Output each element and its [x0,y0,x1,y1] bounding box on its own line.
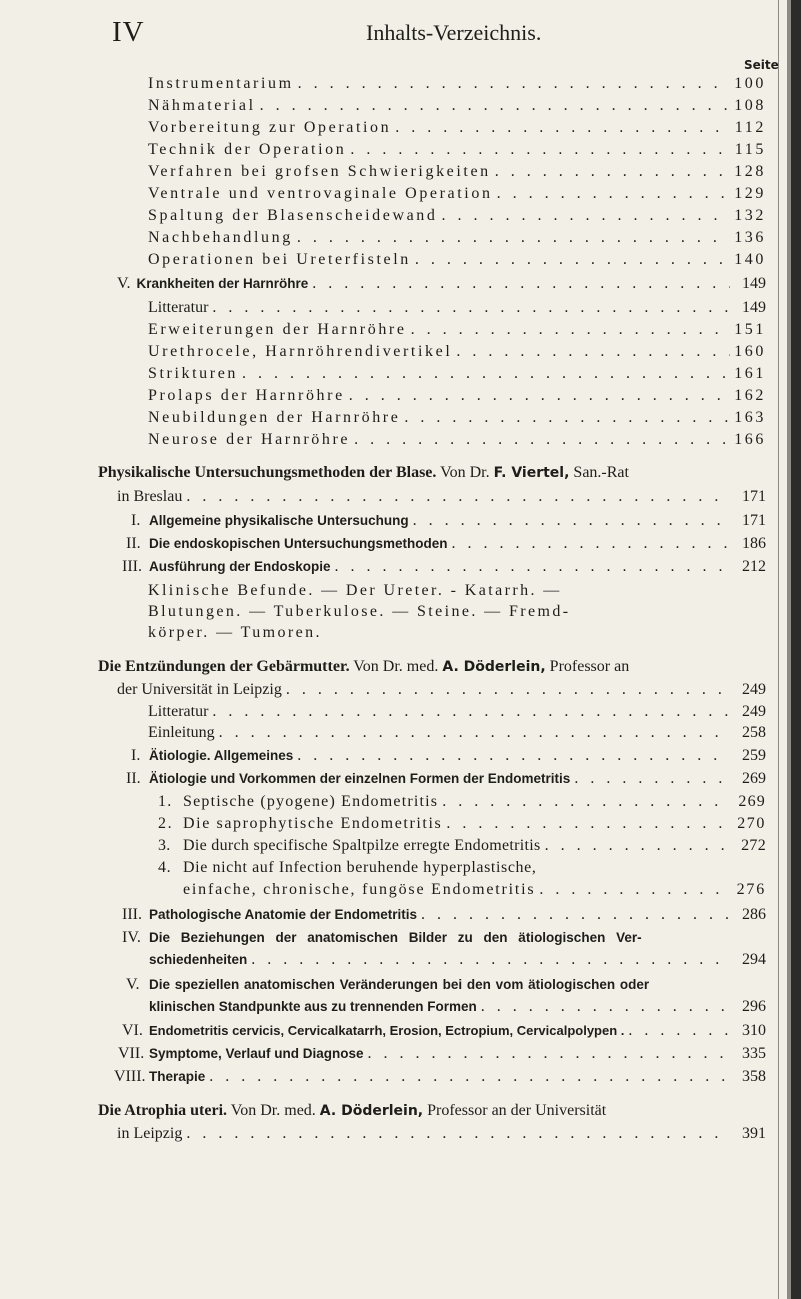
subtext-line: Klinische Befunde. — Der Ureter. - Katarrh. — [148,582,562,599]
toc-section: V. Die speziellen anatomischen Veränderungen bei den vom ätiologischen oder [126,976,650,993]
toc-section: VI. Endometritis cervicis, Cervicalkatarrh, Erosion, Ectropium, Cervicalpolypen . . . . 310 [122,1021,766,1041]
chapter-heading: Physikalische Untersuchungsmethoden der Blase. Von Dr. F. Viertel, San.-Rat [98,464,629,481]
toc-entry: Nähmaterial . . . 108 [148,96,766,116]
seite-label: Seite [744,58,779,72]
toc-entry: in Breslau . . . 171 [117,487,766,507]
toc-entry: Spaltung der Blasenscheidewand . . . 132 [148,206,766,226]
page-title: Inhalts-Verzeichnis. [366,20,542,45]
toc-subentry: 4. Die nicht auf Infection beruhende hyperplastische, [158,859,537,876]
subtext-line: körper. — Tumoren. [148,624,322,641]
toc-entry: Einleitung . . . 258 [148,723,766,743]
toc-entry: der Universität in Leipzig . . . 249 [117,680,766,700]
toc-entry: Litteratur . . . 149 [148,298,766,318]
toc-section-cont: schiedenheiten . . . 294 [149,950,766,970]
toc-subentry: 1. Septische (pyogene) Endometritis . . . 269 [158,792,766,812]
toc-entry: Strikturen . . . 161 [148,364,766,384]
toc-section: III. Pathologische Anatomie der Endometritis . . . 286 [122,905,766,925]
toc-entry: Verfahren bei grofsen Schwierigkeiten . . . 128 [148,162,766,182]
toc-section: II. Die endoskopischen Untersuchungsmethoden . . . 186 [126,534,766,554]
page-edge [791,0,801,1299]
toc-section-cont: klinischen Standpunkte aus zu trennenden Formen . . . 296 [149,997,766,1017]
chapter-heading: Die Atrophia uteri. Von Dr. med. A. Döderlein, Professor an der Universität [98,1102,607,1119]
toc-entry: Prolaps der Harnröhre . . . 162 [148,386,766,406]
toc-entry: Erweiterungen der Harnröhre . . . 151 [148,320,766,340]
toc-entry: Instrumentarium . . . 100 [148,74,766,94]
toc-section: V. Krankheiten der Harnröhre . . . 149 [117,274,766,294]
page-edge-line [778,0,779,1299]
toc-subentry-cont: einfache, chronische, fungöse Endometritis . . . 276 [183,880,766,900]
toc-section: VIII. Therapie . . . 358 [114,1067,766,1087]
toc-subentry: 3. Die durch specifische Spaltpilze erregte Endometritis . . . 272 [158,836,766,856]
toc-section: III. Ausführung der Endoskopie . . . 212 [122,557,766,577]
toc-entry: Urethrocele, Harnröhrendivertikel . . . 160 [148,342,766,362]
toc-section: VII. Symptome, Verlauf und Diagnose . . . 335 [118,1044,766,1064]
toc-entry: Nachbehandlung . . . 136 [148,228,766,248]
toc-section: IV. Die Beziehungen der anatomischen Bilder zu den ätiologischen Ver- [122,929,642,946]
toc-entry: Neubildungen der Harnröhre . . . 163 [148,408,766,428]
toc-entry: Neurose der Harnröhre . . . 166 [148,430,766,450]
toc-entry: in Leipzig . . . 391 [117,1124,766,1144]
page-number-roman: IV [112,16,145,48]
toc-subentry: 2. Die saprophytische Endometritis . . . 270 [158,814,766,834]
toc-entry: Vorbereitung zur Operation . . . 112 [148,118,766,138]
chapter-heading: Die Entzündungen der Gebärmutter. Von Dr. med. A. Döderlein, Professor an [98,658,630,675]
toc-section: II. Ätiologie und Vorkommen der einzelnen Formen der Endometritis . . . 269 [126,769,766,789]
toc-entry: Litteratur . . . 249 [148,702,766,722]
subtext-line: Blutungen. — Tuberkulose. — Steine. — Fremd- [148,603,571,620]
toc-entry: Operationen bei Ureterfisteln . . . 140 [148,250,766,270]
toc-entry: Ventrale und ventrovaginale Operation . . . 129 [148,184,766,204]
toc-section: I. Ätiologie. Allgemeines . . . 259 [131,746,766,766]
toc-section: I. Allgemeine physikalische Untersuchung . . . 171 [131,511,766,531]
toc-entry: Technik der Operation . . . 115 [148,140,766,160]
